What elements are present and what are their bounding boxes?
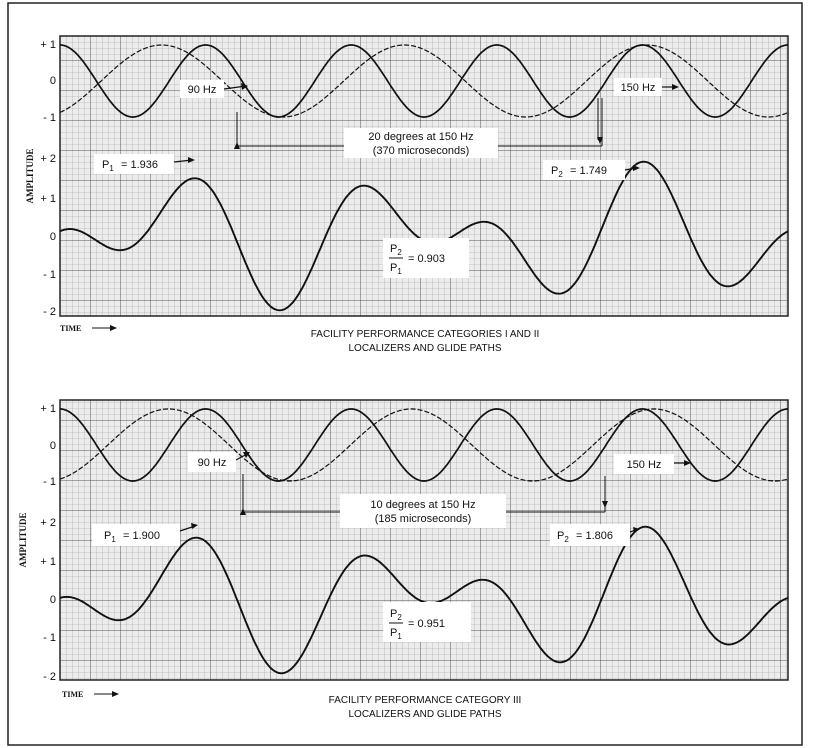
p-subscript: 2: [564, 535, 569, 544]
ratio-value: = 0.903: [408, 253, 446, 265]
p-symbol: P: [557, 530, 565, 542]
p-symbol: P: [102, 159, 110, 171]
p-symbol: P: [390, 262, 398, 274]
tick-label: - 1: [43, 476, 56, 488]
p1-value: = 1.936: [121, 159, 159, 171]
arrowhead: [110, 325, 117, 331]
tick-label: + 1: [40, 193, 56, 205]
label-150hz: 150 Hz: [620, 82, 656, 94]
panel-2: [18, 400, 788, 720]
tick-label: - 1: [43, 632, 56, 644]
p-symbol: P: [551, 165, 559, 177]
upper-ticks: [40, 403, 56, 488]
p2-value: = 1.806: [576, 530, 614, 542]
p-symbol: P: [390, 243, 398, 255]
p-symbol: P: [390, 627, 398, 639]
tick-label: + 2: [40, 153, 56, 165]
arrowhead: [112, 691, 119, 697]
ratio-value: = 0.951: [408, 618, 446, 630]
phase-line2: (185 microseconds): [374, 513, 472, 525]
tick-label: + 1: [40, 403, 56, 415]
p-symbol: P: [104, 530, 112, 542]
lower-ticks: [40, 153, 56, 318]
tick-label: 0: [49, 594, 56, 606]
tick-label: 0: [49, 75, 56, 87]
caption-line1: FACILITY PERFORMANCE CATEGORIES I AND II: [310, 329, 540, 340]
caption-line2: LOCALIZERS AND GLIDE PATHS: [348, 343, 502, 354]
tick-label: - 1: [43, 269, 56, 281]
label-90hz: 90 Hz: [187, 84, 217, 96]
p-subscript: 2: [397, 613, 402, 622]
p-symbol: P: [390, 608, 398, 620]
p-subscript: 1: [111, 535, 116, 544]
y-axis-label: AMPLITUDE: [25, 148, 35, 204]
p-subscript: 1: [397, 632, 402, 641]
p-subscript: 2: [558, 170, 563, 179]
tick-label: - 2: [43, 306, 56, 318]
phase-line1: 10 degrees at 150 Hz: [370, 499, 476, 511]
tick-label: + 1: [40, 556, 56, 568]
phase-line2: (370 microseconds): [372, 145, 470, 157]
time-label: TIME: [62, 690, 84, 699]
label-150hz: 150 Hz: [626, 459, 662, 471]
upper-ticks: [40, 39, 56, 124]
time-label: TIME: [60, 324, 82, 333]
phase-line1: 20 degrees at 150 Hz: [368, 131, 474, 143]
tick-label: + 2: [40, 517, 56, 529]
lower-ticks: [40, 517, 56, 683]
p-subscript: 1: [397, 267, 402, 276]
tick-label: + 1: [40, 39, 56, 51]
y-axis-label: AMPLITUDE: [18, 512, 28, 568]
p-subscript: 2: [397, 248, 402, 257]
p1-value: = 1.900: [123, 530, 161, 542]
tick-label: - 1: [43, 112, 56, 124]
p2-value: = 1.749: [570, 165, 608, 177]
tick-label: - 2: [43, 671, 56, 683]
p-subscript: 1: [109, 164, 114, 173]
panel-1: [25, 36, 788, 354]
label-90hz: 90 Hz: [197, 457, 227, 469]
caption-line2: LOCALIZERS AND GLIDE PATHS: [348, 709, 502, 720]
caption-line1: FACILITY PERFORMANCE CATEGORY III: [328, 695, 522, 706]
tick-label: 0: [49, 440, 56, 452]
tick-label: 0: [49, 231, 56, 243]
